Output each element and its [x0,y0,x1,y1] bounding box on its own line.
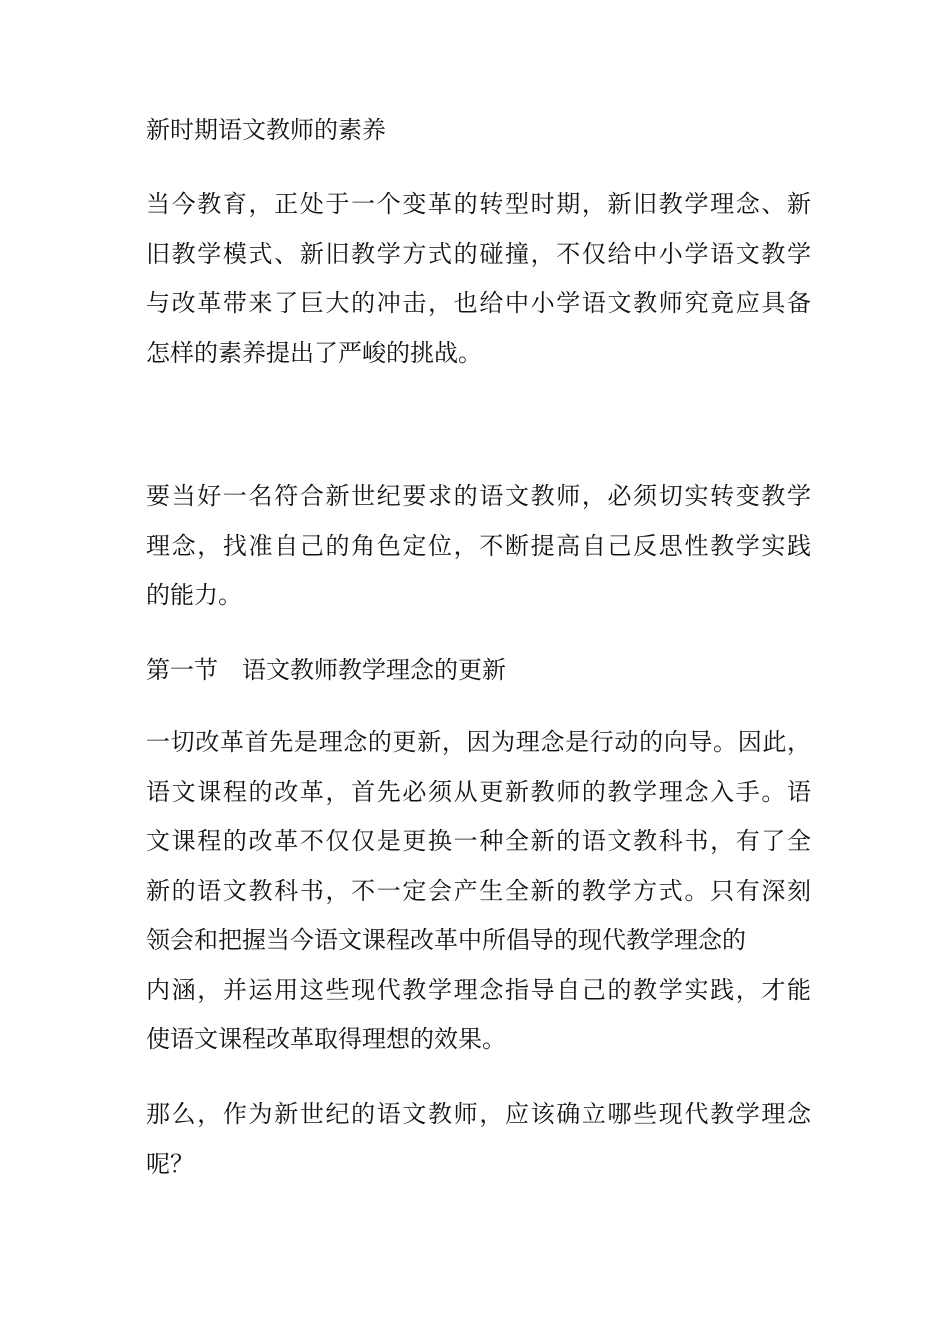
paragraph-line: 理念，找准自己的角色定位，不断提高自己反思性教学实践 [146,531,811,560]
paragraph-line: 旧教学模式、新旧教学方式的碰撞，不仅给中小学语文教学 [146,239,811,268]
paragraph-line: 怎样的素养提出了严峻的挑战。 [146,338,482,367]
question-paragraph [146,1090,811,1189]
title-text: 新时期语文教师的素养 [146,116,386,144]
section-heading [146,646,811,696]
paragraph-line: 那么，作为新世纪的语文教师，应该确立哪些现代教学理念 [146,1100,811,1128]
intro-paragraph [146,180,811,378]
paragraph-line: 一切改革首先是理念的更新，因为理念是行动的向导。因此， [146,728,811,756]
paragraph-line: 要当好一名符合新世纪要求的语文教师，必须切实转变教学 [146,482,811,510]
section-paragraph [146,718,811,1065]
paragraph-line: 领会和把握当今语文课程改革中所倡导的现代教学理念的 [146,926,746,954]
paragraph-line: 呢？ [146,1149,194,1178]
paragraph-line: 使语文课程改革取得理想的效果。 [146,1025,506,1053]
section-heading-text: 第一节 语文教师教学理念的更新 [146,656,506,684]
paragraph-line: 的能力。 [146,581,242,609]
paragraph-line: 当今教育，正处于一个变革的转型时期，新旧教学理念、新 [146,190,811,218]
requirements-paragraph [146,472,811,621]
paragraph-line: 与改革带来了巨大的冲击，也给中小学语文教师究竟应具备 [146,289,811,317]
document-title [146,106,811,156]
paragraph-line: 内涵，并运用这些现代教学理念指导自己的教学实践，才能 [146,975,811,1004]
paragraph-line: 新的语文教科书，不一定会产生全新的教学方式。只有深刻 [146,876,811,905]
paragraph-line: 语文课程的改革，首先必须从更新教师的教学理念入手。语 [146,777,811,806]
paragraph-line: 文课程的改革不仅仅是更换一种全新的语文教科书，有了全 [146,827,811,855]
